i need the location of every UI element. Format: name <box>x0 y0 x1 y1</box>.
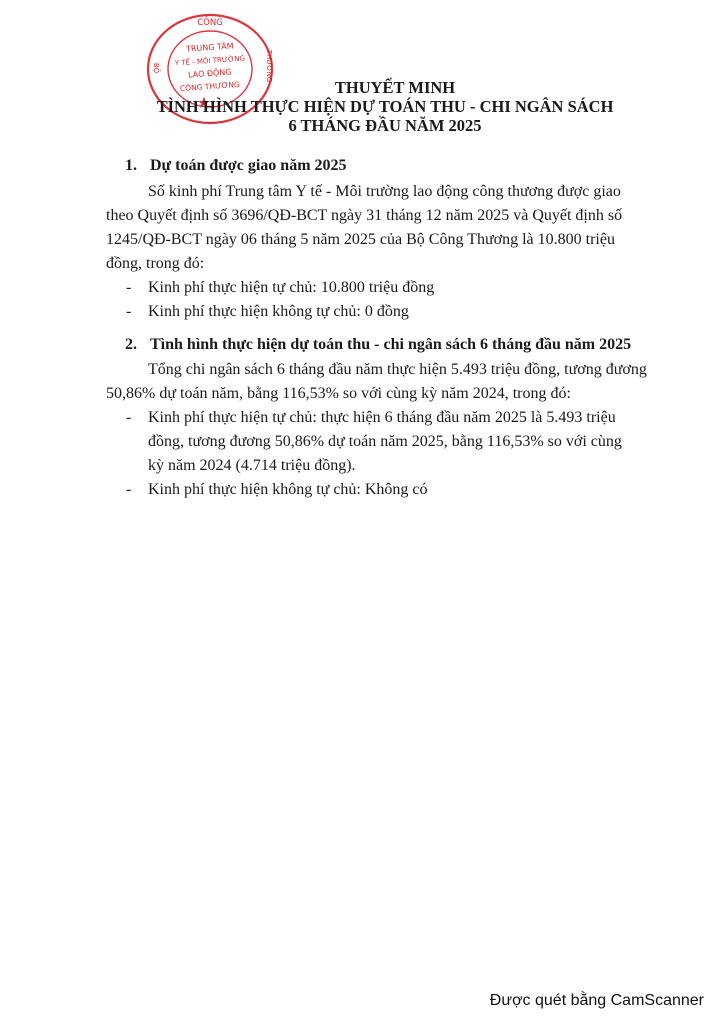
section-2-bullet-2: Kinh phí thực hiện không tự chủ: Không có <box>148 481 428 498</box>
stamp-inner-line-1: TRUNG TÂM <box>185 41 234 54</box>
title-line-1: THUYẾT MINH <box>334 78 456 97</box>
bullet-dash: - <box>126 409 132 426</box>
section-2-bullet-1-line-1: Kinh phí thực hiện tự chủ: thực hiện 6 tháng đầu năm 2025 là 5.493 triệu <box>148 409 616 426</box>
stamp-inner-line-3: LAO ĐỘNG <box>187 67 232 80</box>
section-1-paragraph-line-4: đồng, trong đó: <box>106 255 205 272</box>
section-1-number: 1. <box>125 157 137 174</box>
section-2-paragraph-line-1: Tổng chi ngân sách 6 tháng đầu năm thực hiện 5.493 triệu đồng, tương đương <box>148 361 647 378</box>
section-1-bullet-1: Kinh phí thực hiện tự chủ: 10.800 triệu đồng <box>148 279 435 296</box>
section-1-heading: Dự toán được giao năm 2025 <box>150 157 347 174</box>
section-1-bullet-2: Kinh phí thực hiện không tự chủ: 0 đồng <box>148 303 409 320</box>
section-2-bullet-1-line-3: kỳ năm 2024 (4.714 triệu đồng). <box>148 457 356 474</box>
section-1-paragraph-line-3: 1245/QĐ-BCT ngày 06 tháng 5 năm 2025 của Bộ Công Thương là 10.800 triệu <box>106 231 615 248</box>
bullet-dash: - <box>126 279 132 296</box>
bullet-dash: - <box>126 481 132 498</box>
section-2-paragraph-line-2: 50,86% dự toán năm, bằng 116,53% so với cùng kỳ năm 2024, trong đó: <box>106 385 571 402</box>
camscanner-watermark: Được quét bằng CamScanner <box>489 992 704 1009</box>
stamp-left-text: BỘ <box>152 62 160 74</box>
stamp-inner-line-4: CÔNG THƯƠNG <box>179 79 241 94</box>
stamp-right-text: THƯƠNG <box>265 49 273 83</box>
title-line-2: TÌNH HÌNH THỰC HIỆN DỰ TOÁN THU - CHI NGÂN SÁCH <box>156 97 614 116</box>
stamp-top-text: CÔNG <box>197 18 223 28</box>
section-1-paragraph-line-1: Số kinh phí Trung tâm Y tế - Môi trường lao động công thương được giao <box>148 183 621 200</box>
section-1-paragraph-line-2: theo Quyết định số 3696/QĐ-BCT ngày 31 tháng 12 năm 2025 và Quyết định số <box>106 207 623 224</box>
section-2-number: 2. <box>125 336 137 353</box>
section-2-bullet-1-line-2: đồng, tương đương 50,86% dự toán năm 2025, bằng 116,53% so với cùng <box>148 433 622 450</box>
section-2-heading: Tình hình thực hiện dự toán thu - chi ngân sách 6 tháng đầu năm 2025 <box>150 336 632 353</box>
title-line-3: 6 THÁNG ĐẦU NĂM 2025 <box>288 116 482 135</box>
stamp-inner-line-2: Y TẾ - MÔI TRƯỜNG <box>174 54 246 68</box>
document-title <box>130 78 640 135</box>
bullet-dash: - <box>126 303 132 320</box>
